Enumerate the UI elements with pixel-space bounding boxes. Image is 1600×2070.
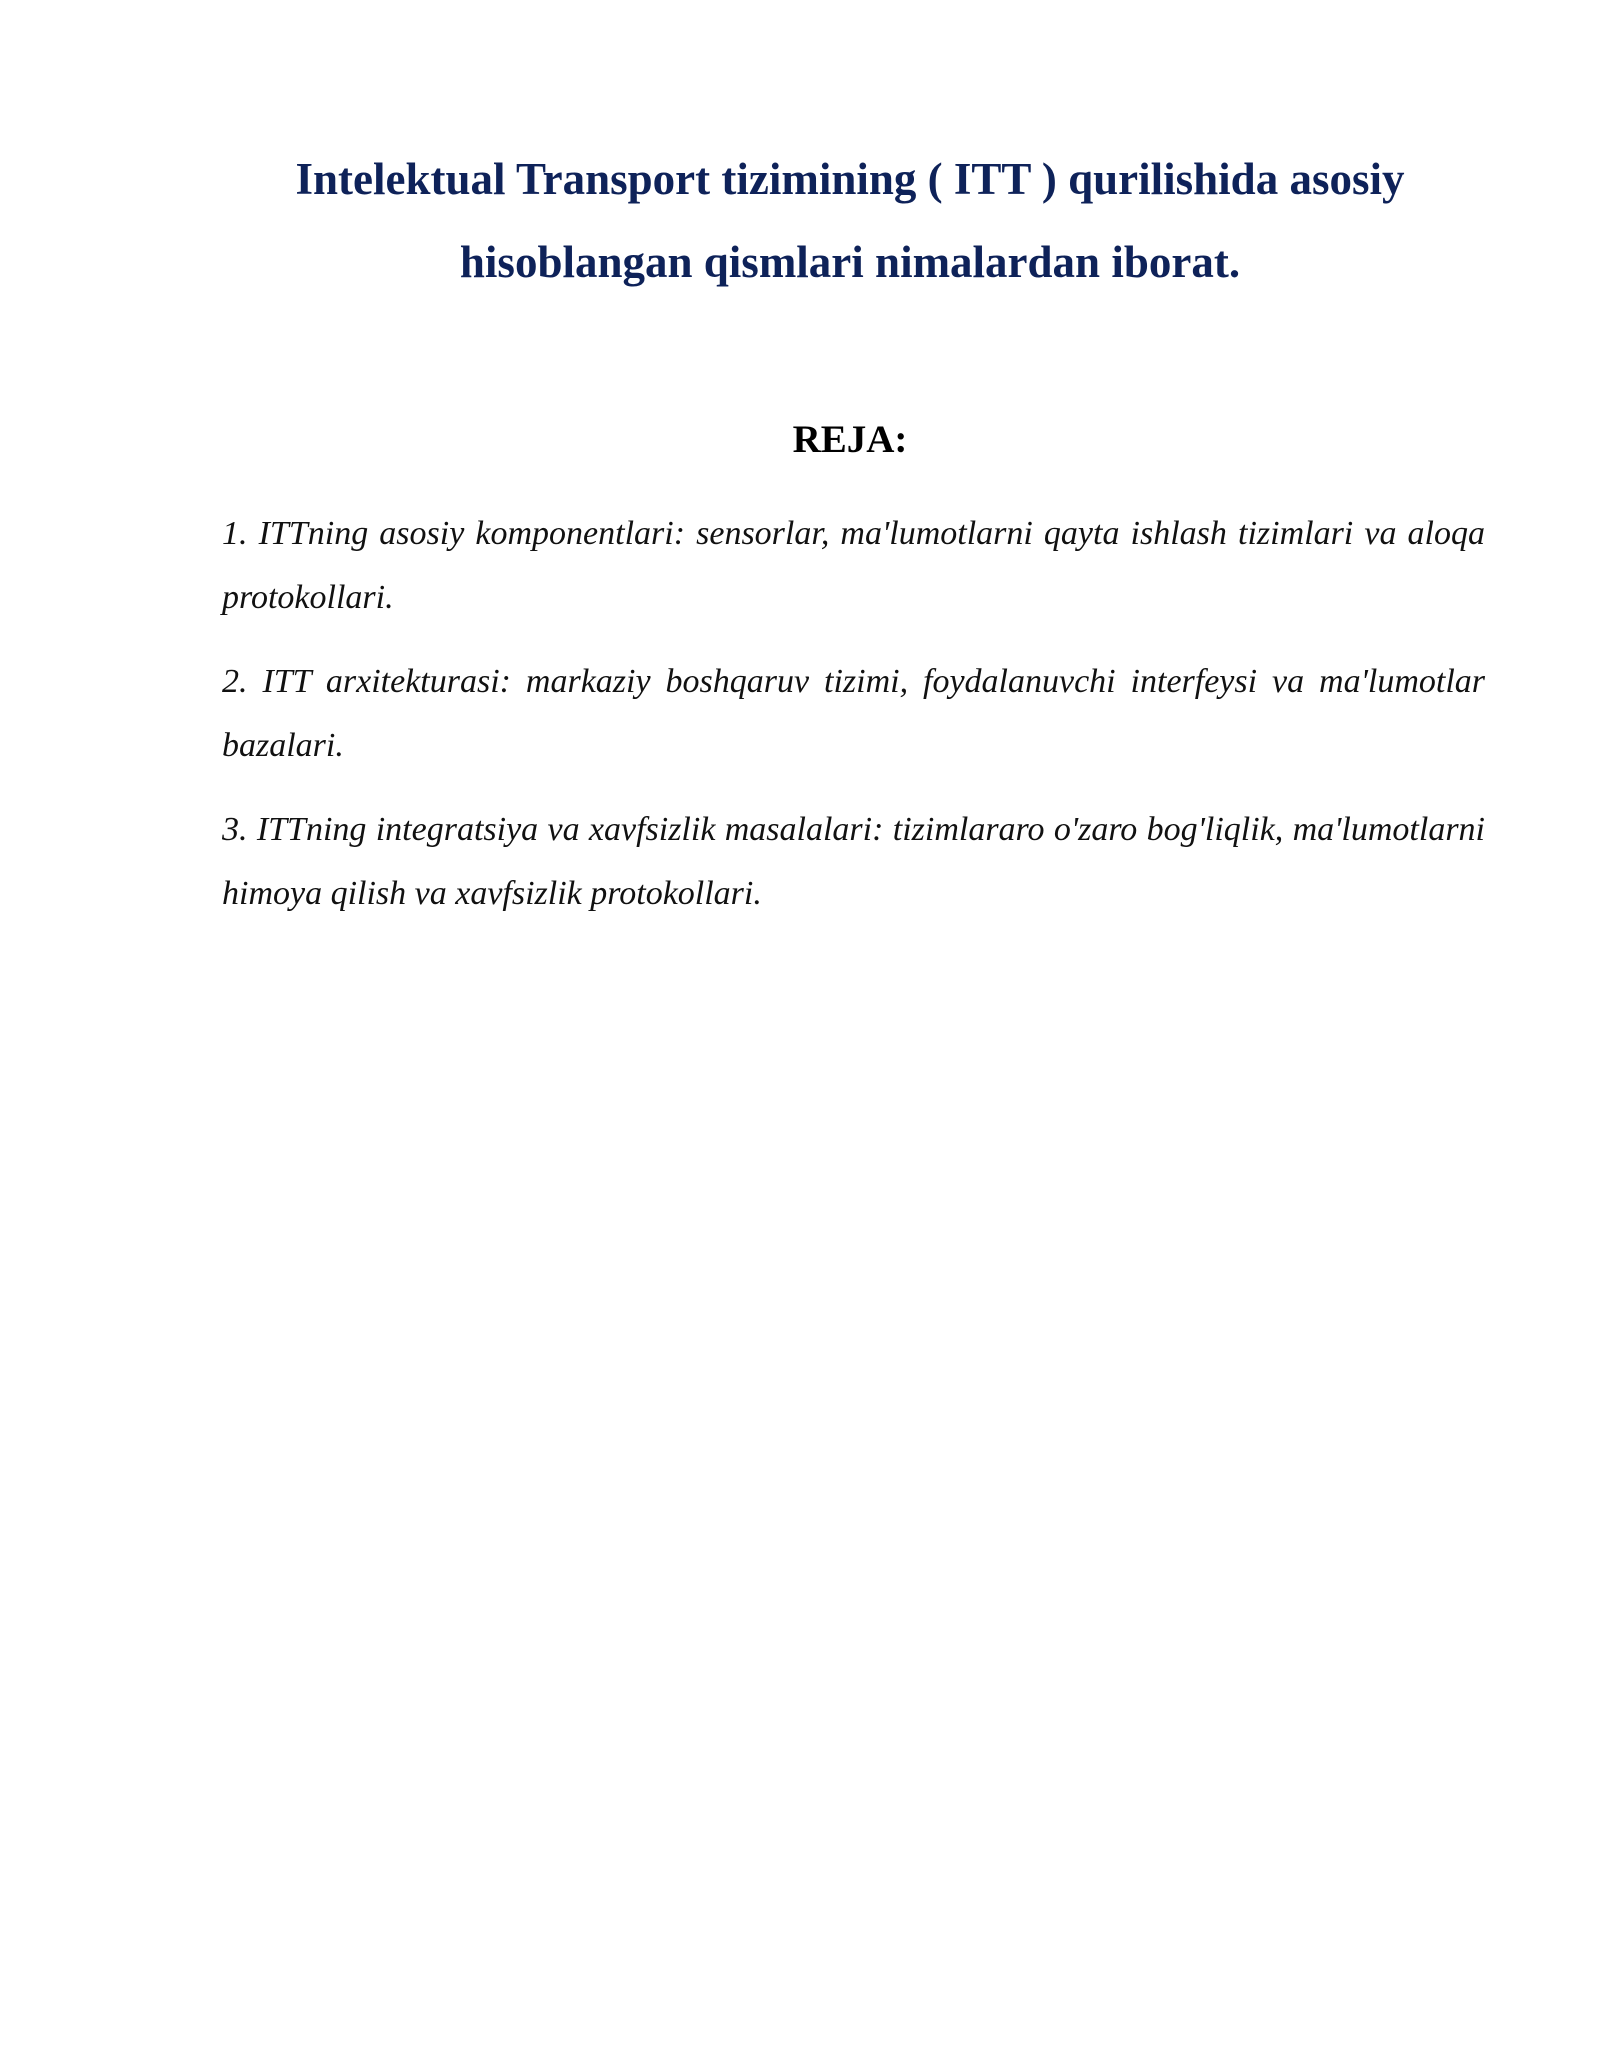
plan-heading: REJA: [792, 418, 908, 461]
plan-item-1: 1. ITTning asosiy komponentlari: sensorlar, ma'lumotlarni qayta ishlash tizimlari va aloqa protokollari. [222, 515, 1485, 616]
plan-item-3: 3. ITTning integratsiya va xavfsizlik masalalari: tizimlararo o'zaro bog'liqlik, ma'lumotlarni himoya qilish va xavfsizlik protokollari. [222, 811, 1485, 912]
plan-item-2: 2. ITT arxitekturasi: markaziy boshqaruv tizimi, foydalanuvchi interfeysi va ma'lumotlar bazalari. [222, 663, 1485, 764]
document-title: Intelektual Transport tizimining ( ITT ) qurilishida asosiy hisoblangan qismlari nimalardan iborat. [295, 154, 1405, 287]
plan-list [222, 502, 1485, 946]
